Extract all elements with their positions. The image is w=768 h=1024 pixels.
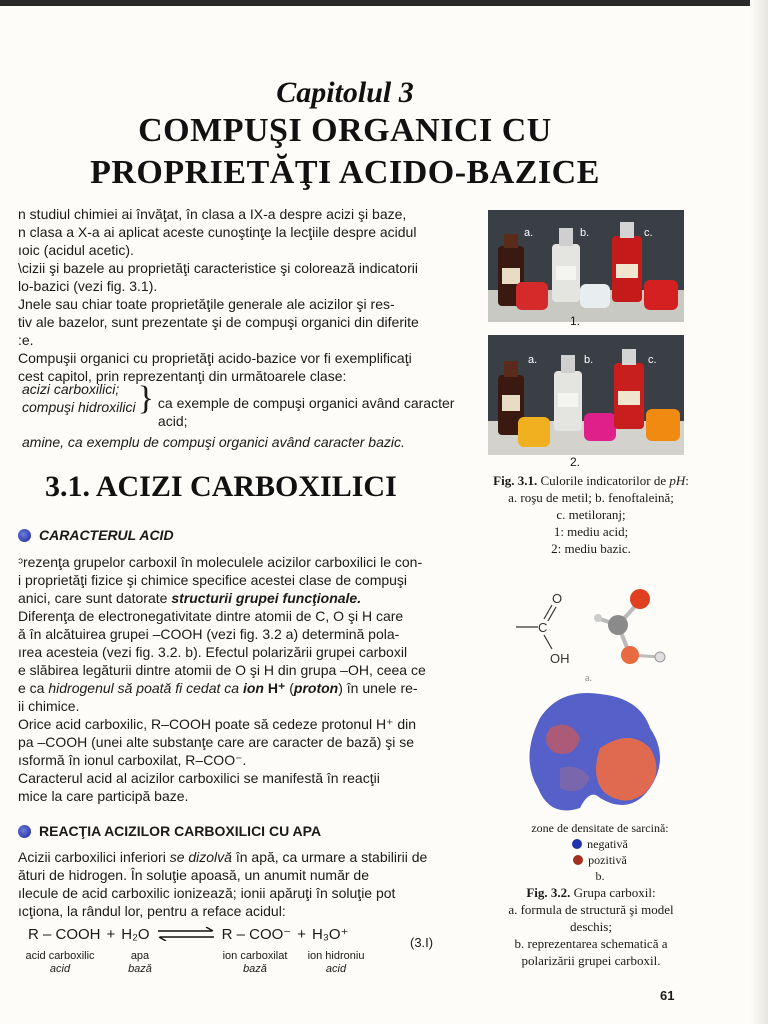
caption-line: c. metiloranj; (556, 507, 626, 522)
h-plus: H⁺ (267, 680, 286, 696)
label-hydronium (296, 950, 376, 976)
caption-line: deschis; (570, 919, 612, 934)
ion-word: ion (242, 680, 264, 696)
label-carboxylate (210, 950, 300, 976)
charge-density-legend (500, 820, 700, 884)
photo1-number: 1. (570, 314, 581, 328)
amine-class-line (22, 434, 477, 450)
subsection-water-title: REACŢIA ACIZILOR CARBOXILICI CU APA (39, 823, 322, 839)
negative-dot-icon (572, 839, 582, 849)
caption-line: 2: mediu bazic. (551, 541, 631, 556)
figure-3-2-label-a: a. (585, 673, 592, 684)
label-role: bază (243, 963, 267, 975)
chapter-title-line1: COMPUŞI ORGANICI CU (138, 112, 552, 149)
struct-oh-label: OH (550, 651, 570, 666)
body-line: Diferenţa de electronegativitate dintre atomii de C, O şi H care (18, 608, 404, 624)
legend-row-positive (500, 852, 700, 868)
body-line: e slăbirea legăturii dintre atomii de O şi H din grupa –OH, ceea ce (18, 662, 426, 678)
legend-title: zone de densitate de sarcină: (531, 821, 669, 835)
label-role: bază (128, 963, 152, 975)
body-line (18, 589, 473, 607)
intro-text (18, 205, 473, 385)
caption-title (478, 472, 704, 489)
caption-line: polarizării grupei carboxil. (521, 953, 661, 968)
label-water (110, 950, 170, 976)
proton-word: proton (293, 680, 339, 696)
label-role: acid (49, 963, 71, 975)
indicator-photo-base (488, 335, 684, 455)
caption-line: a. formula de structură şi model (508, 902, 674, 917)
paren-close-text: ) în unele re- (338, 680, 418, 696)
reactant-water: H₂O (121, 925, 150, 943)
legend-negative-label: negativă (587, 837, 628, 851)
label-line: ion hidroniu (307, 950, 365, 962)
intro-line: lo-bazici (vezi fig. 3.1). (18, 278, 158, 294)
body-line: ă în alcătuirea grupei –COOH (vezi fig. 3.2 a) determină pola- (18, 626, 400, 642)
body-line: mice la care participă baze. (18, 788, 189, 804)
intro-line: n studiul chimiei ai învăţat, în clasa a IX-a despre acizi şi baze, (18, 206, 407, 222)
caption-text: Culorile indicatorilor de (537, 473, 670, 488)
equation-number: (3.I) (410, 935, 434, 950)
amine-text: amine, ca exemplu de compuşi organici având caracter bazic. (22, 434, 405, 450)
body-line: Caracterul acid al acizilor carboxilici se manifestă în reacţii (18, 770, 380, 786)
photo2-label-c: c. (648, 354, 657, 366)
body-line-text: în apă, ca urmare a stabilirii de (231, 849, 428, 865)
intro-line: \cizii şi bazele au proprietăţi caracteristice şi colorează indicatorii (18, 260, 418, 276)
acidic-class-description: ca exemple de compuşi organici având caracter acid; (157, 395, 455, 429)
body-line-text: Acizii carboxilici inferiori (18, 849, 170, 865)
water-reaction-text (18, 848, 473, 920)
photo1-label-a: a. (524, 227, 534, 239)
product-hydronium: H₃O⁺ (311, 926, 349, 943)
chapter-label: Capitolul 3 (276, 76, 414, 109)
indicator-photo-acid (488, 210, 684, 322)
struct-oxygen-label: O (552, 591, 563, 606)
label-line: apa (130, 950, 150, 962)
figure-3-1-caption (478, 472, 704, 557)
body-line (18, 848, 473, 866)
compound-class-list (22, 380, 472, 430)
chapter-title (0, 110, 690, 194)
chapter-title-line2: PROPRIETĂŢI ACIDO-BAZICE (90, 154, 600, 191)
plus-sign: + (106, 925, 116, 943)
emphasis-hydrogen: hidrogenul să poată fi cedat ca (48, 680, 243, 696)
reactant-acid: R – COOH (28, 925, 101, 943)
figure-3-2-caption (478, 884, 704, 969)
caption-ph: pH (669, 473, 686, 488)
caption-colon: : (685, 473, 689, 488)
photo2-number: 2. (570, 455, 581, 469)
section-title: 3.1. ACIZI CARBOXILICI (45, 470, 397, 503)
page-right-edge (750, 0, 768, 1024)
caption-title (478, 884, 704, 901)
intro-line: :e. (18, 332, 34, 348)
caption-line: a. roşu de metil; b. fenoftaleină; (508, 490, 674, 505)
bullet-icon (18, 529, 31, 542)
intro-line: Jnele sau chiar toate proprietăţile generale ale acizilor şi res- (18, 296, 395, 312)
equilibrium-arrow-icon (156, 927, 216, 941)
emphasis-functional-group: structurii grupei funcţionale. (171, 590, 362, 606)
class-item-carboxylic: acizi carboxilici; (22, 381, 120, 397)
plus-sign: + (297, 925, 306, 943)
figure-3-2-label-b: b. (595, 869, 605, 883)
acidic-classes (22, 380, 136, 416)
carboxyl-structure-diagram (500, 585, 690, 685)
paren-open: ( (285, 680, 294, 696)
charge-density-model (520, 688, 670, 818)
body-line: ıcţiona, la rândul lor, pentru a reface acidul: (18, 903, 286, 919)
brace-symbol: } (137, 380, 154, 417)
label-line: ion carboxilat (222, 950, 288, 962)
intro-line: n clasa a X-a ai aplicat aceste cunoştinţe la lecţiile despre acidul (18, 224, 417, 240)
caption-fig-number: Fig. 3.2. (526, 885, 571, 900)
body-line: ısformă în ionul carboxilat, R–COO⁻. (18, 752, 247, 768)
caption-line: 1: mediu acid; (553, 524, 629, 539)
equation-line (28, 925, 468, 943)
photo2-label-b: b. (584, 354, 594, 366)
body-line: pa –COOH (unei alte substanţe care are caracter de bază) şi se (18, 734, 415, 750)
subsection-acid-title: CARACTERUL ACID (39, 527, 174, 543)
class-item-hydroxyl: compuşi hidroxilici (22, 399, 136, 415)
subsection-water-heading (18, 823, 321, 839)
caption-line: b. reprezentarea schematică a (514, 936, 668, 951)
struct-carbon-label: C (538, 620, 548, 635)
body-line: ături de hidrogen. În soluţie apoasă, un anumit număr de (18, 867, 370, 883)
photo1-label-c: c. (644, 227, 653, 239)
intro-line: ıoic (acidul acetic). (18, 242, 134, 258)
legend-row-negative (500, 836, 700, 852)
body-line: ii chimice. (18, 698, 80, 714)
label-role: acid (325, 963, 347, 975)
body-line: ᵓrezenţa grupelor carboxil în moleculele acizilor carboxilici le con- (18, 554, 423, 570)
product-carboxylate: R – COO⁻ (221, 926, 292, 943)
intro-line: Compuşii organici cu proprietăţi acido-bazice vor fi exemplificaţi (18, 350, 412, 366)
positive-dot-icon (573, 855, 583, 865)
bullet-icon (18, 825, 31, 838)
intro-line: tiv ale bazelor, sunt prezentate şi de compuşi organici din diferite (18, 314, 419, 330)
body-line: i proprietăţi fizice şi chimice specifice acestei clase de compuşi (18, 572, 408, 588)
legend-positive-label: pozitivă (588, 853, 627, 867)
photo2-label-a: a. (528, 354, 538, 366)
body-line (18, 679, 473, 697)
body-line-text: anici, care sunt datorate (18, 590, 172, 606)
body-line-text: e ca (18, 680, 49, 696)
acid-character-text (18, 553, 473, 805)
page-top-edge (0, 0, 768, 6)
intro-line: cest capitol, prin reprezentanţi din următoarele clase: (18, 368, 347, 384)
photo1-label-b: b. (580, 227, 590, 239)
body-line: ılecule de acid carboxilic ionizează; ionii apăruţi în soluţie pot (18, 885, 396, 901)
emphasis-dissolve: se dizolvă (169, 849, 232, 865)
label-line: acid carboxilic (25, 950, 95, 962)
subsection-acid-heading (18, 527, 174, 543)
body-line: Orice acid carboxilic, R–COOH poate să cedeze protonul H⁺ din (18, 716, 417, 732)
label-acid-carboxylic (20, 950, 100, 976)
caption-fig-number: Fig. 3.1. (493, 473, 538, 488)
page-number: 61 (660, 988, 675, 1003)
body-line: ırea acesteia (vezi fig. 3.2. b). Efectul polarizării grupei carboxil (18, 644, 408, 660)
caption-text: Grupa carboxil: (570, 885, 656, 900)
reaction-equation (28, 925, 468, 943)
